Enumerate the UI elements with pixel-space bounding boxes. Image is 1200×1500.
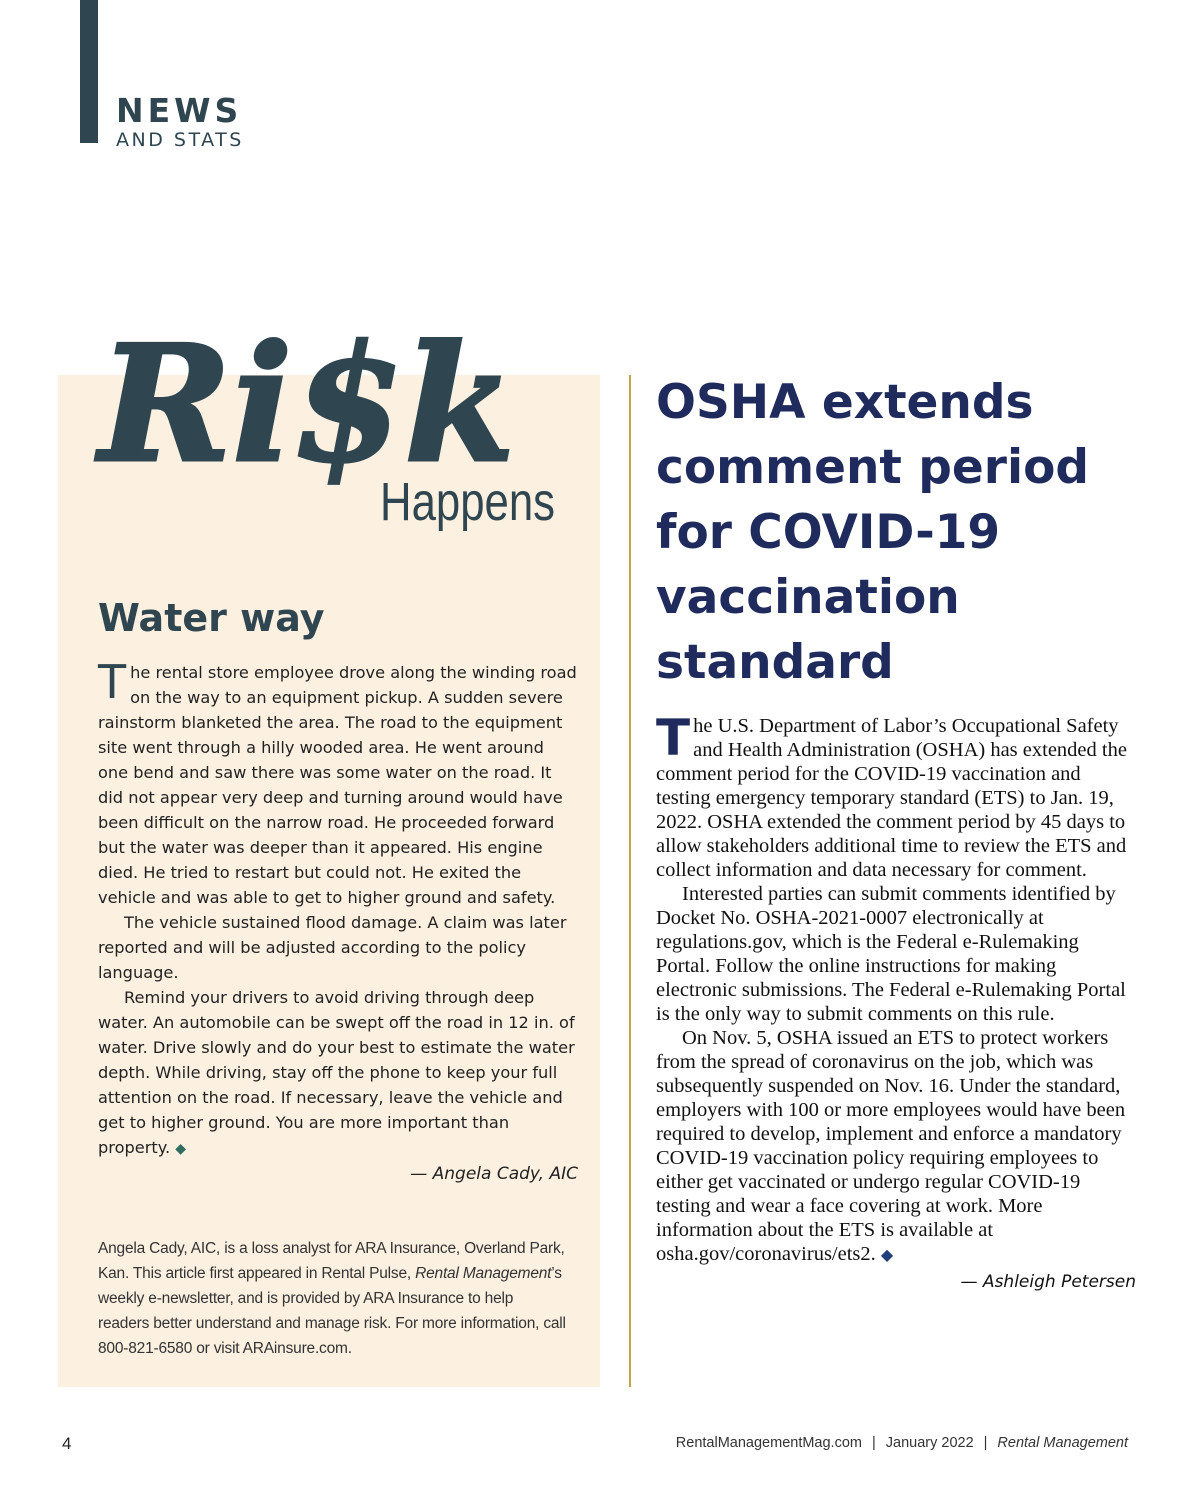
end-diamond-icon: ◆ [175,1141,187,1157]
page-footer [676,1435,1128,1451]
footer-magazine: Rental Management [997,1435,1128,1451]
bio-magazine-name: Rental Management [415,1265,552,1282]
bio-text-start: Angela Cady, AIC, is a loss analyst for ARA Insurance, Overland Park, Kan. This article first appeared in Rental Pulse, [98,1240,565,1282]
left-paragraph-1 [98,655,578,910]
right-paragraph-1-text: he U.S. Department of Labor’s Occupational Safety and Health Administration (OSHA) has extended the comment period for the COVID-19 vaccination and testing emergency temporary standard (ETS) to Jan. 19, 2022. OSHA extended the comment period by 45 days to allow stakeholders additional time to review the ETS and collect information and data necessary for comment. [656,715,1127,881]
column-divider [629,375,631,1387]
logo-risk-text: Ri$k [99,310,515,498]
author-bio [98,1236,568,1361]
left-article-heading: Water way [98,596,325,640]
footer-separator: | [871,1435,876,1451]
left-paragraph-2: The vehicle sustained flood damage. A claim was later reported and will be adjusted according to the policy language. [98,913,567,982]
right-article-signature: — Ashleigh Petersen [960,1272,1136,1292]
risk-happens-logo [95,280,565,570]
left-dropcap: T [98,655,127,709]
right-article-heading: OSHA extends comment period for COVID-19 vaccination standard [656,375,1090,690]
right-paragraph-3 [656,1026,1136,1268]
end-diamond-icon: ◆ [880,1247,894,1264]
page-number: 4 [62,1434,72,1453]
right-paragraph-1 [656,709,1136,882]
left-article-body [98,655,578,1187]
left-article-signature: — Angela Cady, AIC [410,1164,578,1184]
footer-date: January 2022 [885,1435,974,1451]
footer-separator: | [983,1435,988,1451]
left-paragraph-3-text: Remind your drivers to avoid driving through deep water. An automobile can be swept off the road in 12 in. of water. Drive slowly and do your best to estimate the water depth. While driving, stay off the phone to keep your full attention on the road. If necessary, leave the vehicle and get to higher ground. You are more important than property. [98,988,575,1157]
right-article-body [656,709,1136,1294]
logo-happens-text: Happens [380,472,555,532]
left-paragraph-1-text: he rental store employee drove along the winding road on the way to an equipment pickup. A sudden severe rainstorm blanketed the area. The road to the equipment site went through a hilly wooded area. He went around one bend and saw there was some water on the road. It did not appear very deep and turning around would have been difficult on the narrow road. He proceeded forward but the water was deeper than it appeared. His engine died. He tried to restart but could not. He exited the vehicle and was able to get to higher ground and safety. [98,663,577,907]
footer-site: RentalManagementMag.com [675,1435,862,1451]
bio-text-end: ’s weekly e-newsletter, and is provided by ARA Insurance to help readers better understand and manage risk. For more information, call 800-821-6580 or visit ARAinsure.com. [98,1265,566,1357]
section-title: NEWS [116,91,243,130]
section-header [116,93,244,151]
right-dropcap: T [656,709,691,767]
section-subtitle: AND STATS [116,129,244,151]
section-accent-bar [80,0,98,143]
right-paragraph-3-text: On Nov. 5, OSHA issued an ETS to protect workers from the spread of coronavirus on the job, which was subsequently suspended on Nov. 16. Under the standard, employers with 100 or more employees would have been required to develop, implement and enforce a mandatory COVID-19 vaccination policy requiring employees to either get vaccinated or undergo regular COVID-19 testing and wear a face covering at work. More information about the ETS is available at osha.gov/coronavirus/ets2. [656,1027,1126,1265]
right-paragraph-2: Interested parties can submit comments identified by Docket No. OSHA-2021-0007 electronically at regulations.gov, which is the Federal e-Rulemaking Portal. Follow the online instructions for making electronic submissions. The Federal e-Rulemaking Portal is the only way to submit comments on this rule. [656,883,1126,1025]
left-paragraph-3 [98,985,578,1162]
